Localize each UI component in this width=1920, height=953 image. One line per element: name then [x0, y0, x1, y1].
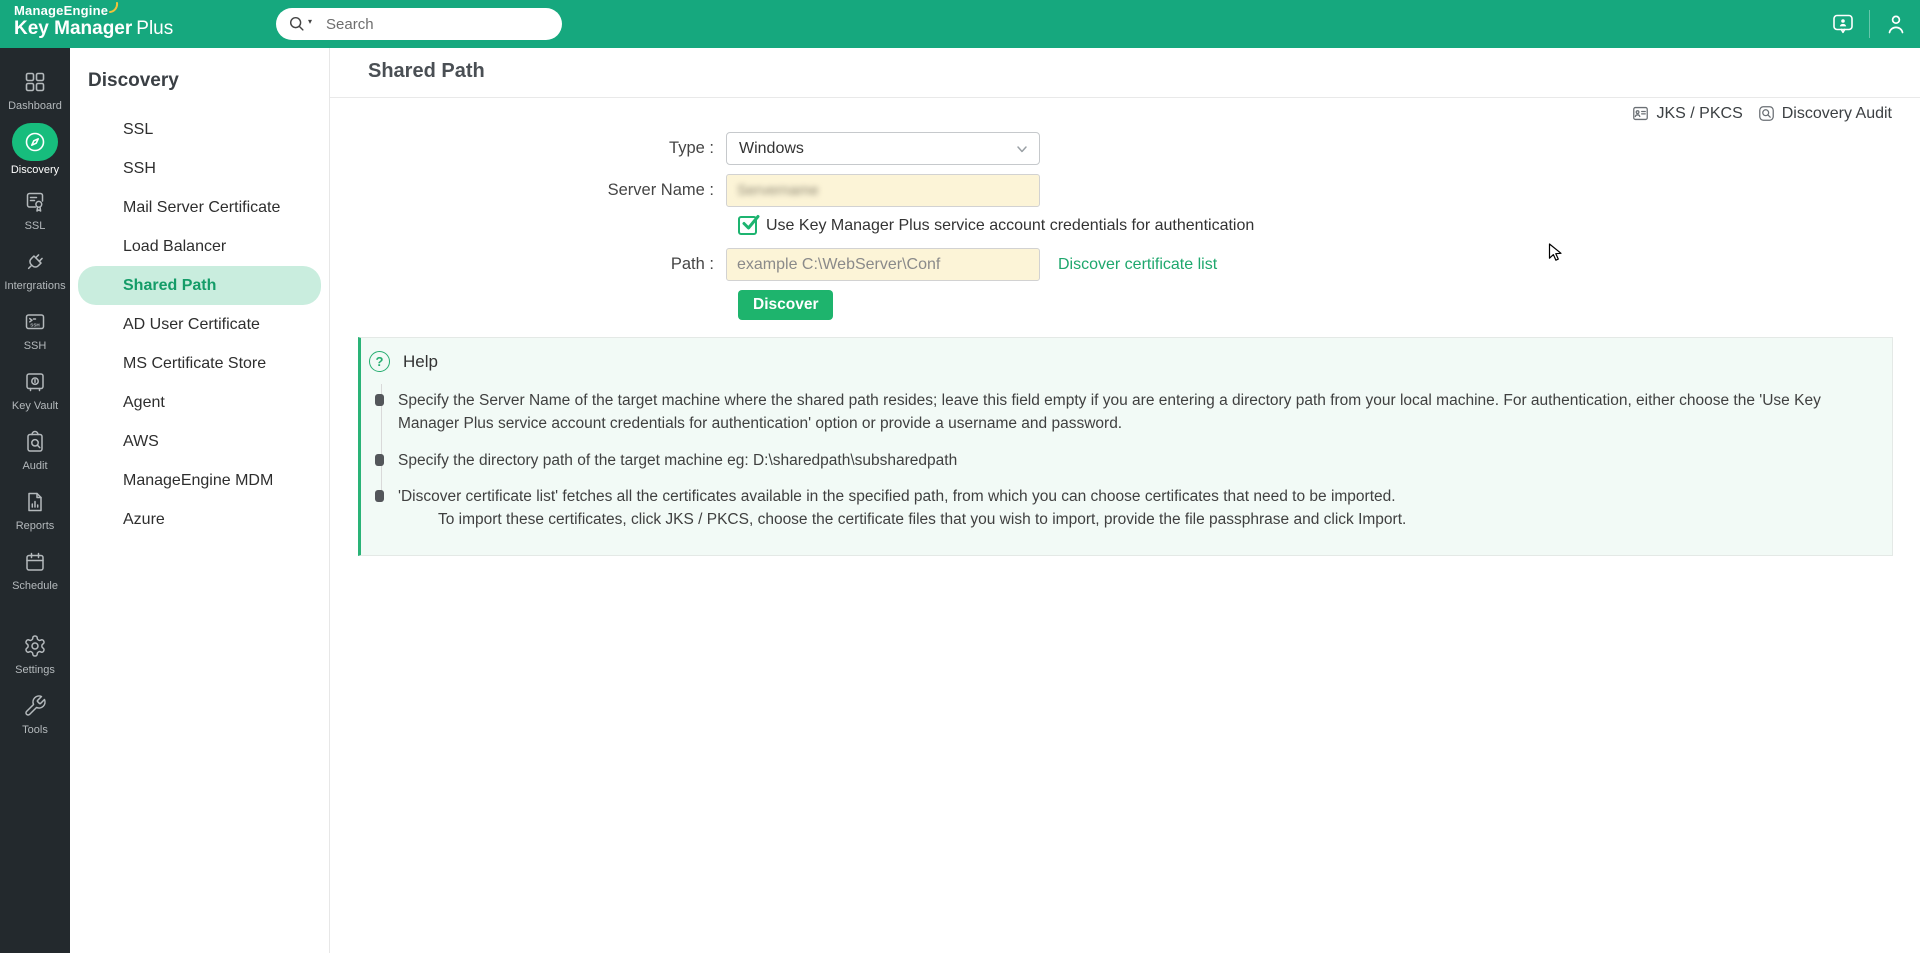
sidebar-item-ssh[interactable]	[78, 149, 321, 188]
sidebar-heading: Discovery	[88, 70, 179, 91]
sidebar-item-manageengine-mdm[interactable]	[78, 461, 321, 500]
plug-icon	[23, 247, 47, 277]
action-label: JKS / PKCS	[1656, 104, 1743, 122]
sidebar-item-azure[interactable]	[78, 500, 321, 539]
topbar-divider	[1869, 10, 1870, 38]
rail-item-label: Reports	[15, 519, 55, 532]
rail-item-tools[interactable]	[0, 684, 70, 742]
rail-item-label: Discovery	[10, 163, 60, 176]
server-name-value-redacted: Servername	[737, 182, 819, 199]
help-text-line2: To import these certificates, click JKS / PKCS, choose the certificate files that you wish to import, provide the file passphrase and click Import.	[438, 511, 1407, 528]
type-label: Type :	[669, 139, 714, 157]
sidebar-item-shared-path[interactable]	[78, 266, 321, 305]
safe-icon	[23, 367, 47, 397]
global-search-input[interactable]	[276, 8, 562, 40]
compass-icon	[12, 123, 58, 161]
server-name-input[interactable]	[726, 174, 1040, 207]
search-placeholder: Search	[326, 15, 374, 33]
bullet-square-icon	[375, 490, 384, 502]
svg-text:SSH: SSH	[30, 322, 40, 328]
clipboard-search-icon	[23, 427, 47, 457]
rail-item-label: Audit	[22, 459, 48, 472]
rail-item-ssl[interactable]	[0, 180, 70, 238]
discover-button[interactable]: Discover	[738, 290, 833, 320]
discovery-sidebar	[70, 48, 330, 953]
terminal-ssh-icon	[23, 307, 47, 337]
sidebar-item-label: Shared Path	[123, 276, 217, 294]
rail-item-ssh[interactable]	[0, 300, 70, 358]
sidebar-item-label: Mail Server Certificate	[123, 198, 281, 216]
rail-item-schedule[interactable]	[0, 540, 70, 598]
sidebar-item-label: Azure	[123, 510, 165, 528]
sidebar-item-label: MS Certificate Store	[123, 354, 267, 372]
rail-item-label: Dashboard	[8, 99, 62, 112]
chevron-down-icon	[1015, 142, 1029, 156]
title-separator	[330, 97, 1920, 98]
type-select[interactable]	[726, 132, 1040, 165]
rail-item-label: Tools	[22, 723, 48, 736]
help-bullet-item	[369, 389, 1874, 436]
help-question-icon: ?	[369, 351, 390, 372]
feedback-icon[interactable]	[1831, 12, 1855, 36]
discover-certificate-list-link[interactable]: Discover certificate list	[1058, 255, 1218, 273]
type-selected-value: Windows	[739, 139, 804, 157]
rail-item-integrations[interactable]	[0, 240, 70, 298]
sidebar-item-ms-certificate-store[interactable]	[78, 344, 321, 383]
discovery-audit-button[interactable]	[1757, 104, 1892, 123]
service-account-checkbox[interactable]	[738, 216, 757, 235]
sidebar-item-label: SSH	[123, 159, 156, 177]
sidebar-item-label: SSL	[123, 120, 154, 138]
gear-icon	[23, 631, 47, 661]
help-text-line1: 'Discover certificate list' fetches all the certificates available in the specified path, from which you can choose certificates that need to be imported.	[398, 487, 1396, 505]
sidebar-item-load-balancer[interactable]	[78, 227, 321, 266]
rail-item-label: SSL	[24, 219, 46, 232]
server-name-label: Server Name :	[607, 181, 714, 199]
bullet-square-icon	[375, 394, 384, 406]
help-bullet-item	[369, 449, 1874, 472]
dashboard-grid-icon	[23, 67, 47, 97]
brand-swoosh-icon	[109, 2, 119, 17]
search-scope-caret-icon: ▾	[308, 16, 313, 26]
sidebar-item-label: Load Balancer	[123, 237, 227, 255]
sidebar-item-label: AWS	[123, 432, 159, 450]
rail-item-label: Key Vault	[11, 399, 59, 412]
sidebar-item-label: AD User Certificate	[123, 315, 260, 333]
help-bullet-item	[369, 485, 1874, 532]
jks-pkcs-button[interactable]	[1631, 104, 1742, 123]
main-content	[330, 48, 1920, 953]
rail-item-discovery[interactable]	[0, 120, 70, 178]
brand-logo	[14, 4, 173, 40]
sidebar-item-ssl[interactable]	[78, 110, 321, 149]
help-title: Help	[403, 351, 438, 371]
sidebar-item-aws[interactable]	[78, 422, 321, 461]
sidebar-item-agent[interactable]	[78, 383, 321, 422]
rail-item-settings[interactable]	[0, 624, 70, 682]
path-input[interactable]	[726, 248, 1040, 281]
brand-line2-light: Plus	[136, 18, 174, 40]
path-label: Path :	[670, 255, 714, 273]
page-title: Shared Path	[368, 60, 485, 82]
certificate-card-icon	[1631, 104, 1650, 123]
service-account-checkbox-label[interactable]: Use Key Manager Plus service account credentials for authentication	[766, 216, 1255, 234]
rail-item-label: SSH	[23, 339, 47, 352]
sidebar-item-mail-server-certificate[interactable]	[78, 188, 321, 227]
file-chart-icon	[23, 487, 47, 517]
calendar-icon	[23, 547, 47, 577]
sidebar-item-ad-user-certificate[interactable]	[78, 305, 321, 344]
brand-line1: ManageEngine	[14, 3, 109, 18]
rail-item-label: Intergrations	[4, 279, 66, 292]
wrench-icon	[23, 691, 47, 721]
path-placeholder: example C:\WebServer\Conf	[737, 255, 941, 273]
brand-line2-bold: Key Manager	[14, 18, 133, 40]
audit-magnifier-icon	[1757, 104, 1776, 123]
user-account-icon[interactable]	[1884, 12, 1908, 36]
rail-item-label: Settings	[15, 663, 55, 676]
bullet-square-icon	[375, 454, 384, 466]
rail-item-label: Schedule	[12, 579, 58, 592]
topbar	[0, 0, 1920, 48]
help-panel	[358, 337, 1893, 556]
page-actions	[1631, 104, 1892, 123]
sidebar-item-label: Agent	[123, 393, 165, 411]
search-icon	[288, 15, 306, 33]
action-label: Discovery Audit	[1781, 104, 1892, 122]
help-text	[398, 485, 1406, 532]
sidebar-item-label: ManageEngine MDM	[123, 471, 274, 489]
rail-item-audit[interactable]	[0, 420, 70, 478]
rail-item-dashboard[interactable]	[0, 60, 70, 118]
rail-item-key-vault[interactable]	[0, 360, 70, 418]
rail-item-reports[interactable]	[0, 480, 70, 538]
help-text: Specify the directory path of the target machine eg: D:\sharedpath\subsharedpath	[398, 451, 958, 469]
certificate-icon	[23, 187, 47, 217]
help-text: Specify the Server Name of the target machine where the shared path resides; leave this field empty if you are entering a directory path from your local machine. For authentication, either choose the 'Use Key Manager Plus service account credentials for authentication' option or provide a username and password.	[398, 392, 1821, 433]
left-nav-rail	[0, 48, 70, 953]
